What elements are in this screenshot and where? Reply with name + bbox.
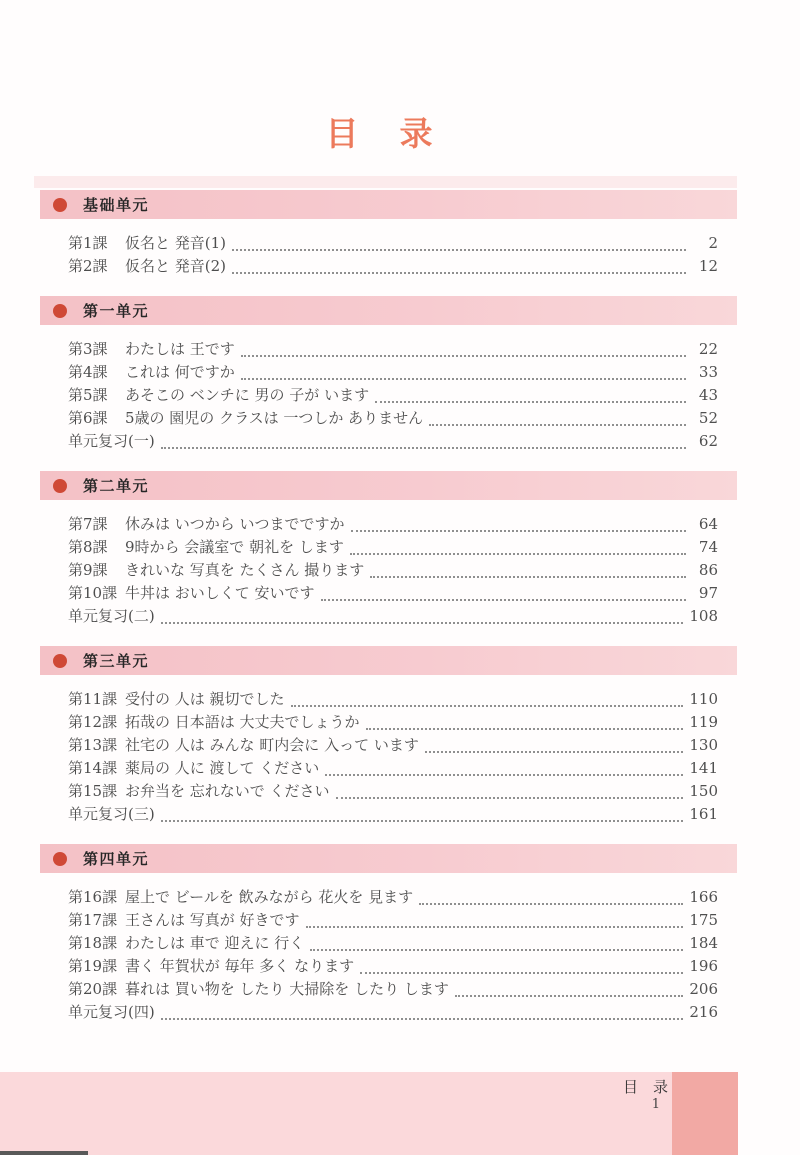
page-number: 33 — [698, 363, 718, 381]
toc-item-review — [68, 605, 718, 628]
dot-leader — [232, 249, 686, 251]
scan-edge-artifact — [0, 1151, 88, 1155]
toc-item — [68, 407, 718, 430]
lesson-title: わたしは 車で 迎えに 行く — [125, 934, 305, 952]
toc-item-review — [68, 1001, 718, 1024]
lesson-number: 第10課 — [68, 584, 118, 602]
page-number: 12 — [698, 257, 718, 275]
toc-item — [68, 734, 718, 757]
lesson-number: 第5課 — [68, 386, 108, 404]
lesson-title: あそこの ベンチに 男の 子が います — [125, 386, 370, 404]
lesson-title: 单元复习(三) — [68, 805, 155, 823]
page-number: 166 — [689, 888, 718, 906]
dot-leader — [161, 820, 684, 822]
page-number: 74 — [698, 538, 718, 556]
section-unit-1 — [0, 296, 800, 453]
lesson-title: 仮名と 発音(2) — [125, 257, 227, 275]
bullet-dot-icon — [53, 479, 67, 493]
section-header-bar — [40, 190, 737, 219]
dot-leader — [161, 447, 686, 449]
lesson-number: 第17課 — [68, 911, 118, 929]
lesson-number: 第8課 — [68, 538, 108, 556]
lesson-title: 社宅の 人は みんな 町内会に 入って います — [125, 736, 419, 754]
lesson-number: 第12課 — [68, 713, 118, 731]
dot-leader — [366, 728, 684, 730]
bullet-dot-icon — [53, 198, 67, 212]
toc-item — [68, 780, 718, 803]
lesson-title: 9時から 会議室で 朝礼を します — [125, 538, 344, 556]
lesson-title: これは 何ですか — [125, 363, 235, 381]
dot-leader — [336, 797, 684, 799]
lesson-number: 第4課 — [68, 363, 108, 381]
toc-item — [68, 361, 718, 384]
page-number: 86 — [698, 561, 718, 579]
lesson-number: 第6課 — [68, 409, 108, 427]
page-number: 62 — [698, 432, 718, 450]
page-number: 52 — [698, 409, 718, 427]
toc-item-review — [68, 803, 718, 826]
lesson-number: 第14課 — [68, 759, 118, 777]
lesson-title: わたしは 王です — [125, 340, 235, 358]
dot-leader — [241, 355, 686, 357]
dot-leader — [310, 949, 683, 951]
lesson-title: きれいな 写真を たくさん 撮ります — [125, 561, 365, 579]
toc-item — [68, 338, 718, 361]
lesson-number: 第16課 — [68, 888, 118, 906]
section-header-bar — [40, 646, 737, 675]
toc-item — [68, 955, 718, 978]
dot-leader — [351, 530, 686, 532]
dot-leader — [321, 599, 686, 601]
toc-item — [68, 536, 718, 559]
lesson-number: 第1課 — [68, 234, 108, 252]
lesson-number: 第11課 — [68, 690, 118, 708]
lesson-title: 王さんは 写真が 好きです — [125, 911, 300, 929]
section-header-strip — [34, 176, 737, 188]
dot-leader — [325, 774, 683, 776]
page-number: 196 — [689, 957, 718, 975]
toc-item — [68, 232, 718, 255]
section-rows — [68, 886, 718, 1024]
lesson-title: 薬局の 人に 渡して ください — [125, 759, 320, 777]
dot-leader — [241, 378, 686, 380]
lesson-title: 暮れは 買い物を したり 大掃除を したり します — [125, 980, 449, 998]
bullet-dot-icon — [53, 304, 67, 318]
lesson-number: 第15課 — [68, 782, 118, 800]
dot-leader — [161, 622, 684, 624]
dot-leader — [455, 995, 684, 997]
toc-item — [68, 757, 718, 780]
section-rows — [68, 232, 718, 278]
toc-item — [68, 711, 718, 734]
page-number: 108 — [689, 607, 718, 625]
lesson-number: 第19課 — [68, 957, 118, 975]
dot-leader — [306, 926, 684, 928]
lesson-title: 单元复习(二) — [68, 607, 155, 625]
section-basic-unit — [0, 176, 800, 278]
section-header-bar — [40, 296, 737, 325]
page-number: 216 — [689, 1003, 718, 1021]
dot-leader — [161, 1018, 684, 1020]
section-heading: 基础单元 — [83, 196, 150, 214]
lesson-title: 受付の 人は 親切でした — [125, 690, 285, 708]
toc-content — [0, 176, 800, 1042]
lesson-title: 牛丼は おいしくて 安いです — [125, 584, 315, 602]
lesson-title: 仮名と 発音(1) — [125, 234, 227, 252]
lesson-number: 第13課 — [68, 736, 118, 754]
toc-item — [68, 886, 718, 909]
dot-leader — [350, 553, 686, 555]
section-unit-3 — [0, 646, 800, 826]
toc-item — [68, 513, 718, 536]
section-heading: 第四单元 — [83, 850, 150, 868]
section-header-bar — [40, 471, 737, 500]
toc-item — [68, 688, 718, 711]
page-number: 161 — [689, 805, 718, 823]
section-heading: 第三单元 — [83, 652, 150, 670]
footer-title: 目 录 — [622, 1078, 668, 1096]
page-footer — [0, 1072, 800, 1155]
lesson-title: お弁当を 忘れないで ください — [125, 782, 330, 800]
lesson-number: 第18課 — [68, 934, 118, 952]
dot-leader — [419, 903, 683, 905]
page-number: 184 — [689, 934, 718, 952]
section-rows — [68, 338, 718, 453]
lesson-title: 单元复习(一) — [68, 432, 155, 450]
page-number: 119 — [689, 713, 718, 731]
toc-item — [68, 932, 718, 955]
page-number: 175 — [689, 911, 718, 929]
page-number: 97 — [698, 584, 718, 602]
dot-leader — [375, 401, 686, 403]
dot-leader — [425, 751, 684, 753]
page-number: 141 — [689, 759, 718, 777]
section-unit-2 — [0, 471, 800, 628]
toc-item — [68, 384, 718, 407]
toc-item-review — [68, 430, 718, 453]
page-number: 22 — [698, 340, 718, 358]
section-unit-4 — [0, 844, 800, 1024]
lesson-title: 屋上で ビールを 飲みながら 花火を 見ます — [125, 888, 414, 906]
footer-edge-band — [672, 1072, 738, 1155]
lesson-number: 第20課 — [68, 980, 118, 998]
lesson-number: 第3課 — [68, 340, 108, 358]
lesson-title: 拓哉の 日本語は 大丈夫でしょうか — [125, 713, 360, 731]
dot-leader — [291, 705, 684, 707]
page-number: 206 — [689, 980, 718, 998]
lesson-title: 5歳の 園児の クラスは 一つしか ありません — [125, 409, 424, 427]
toc-item — [68, 582, 718, 605]
toc-item — [68, 559, 718, 582]
lesson-number: 第2課 — [68, 257, 108, 275]
page-number: 110 — [689, 690, 718, 708]
page-number: 2 — [708, 234, 718, 252]
page-number: 150 — [689, 782, 718, 800]
page-number: 130 — [689, 736, 718, 754]
toc-item — [68, 909, 718, 932]
lesson-title: 单元复习(四) — [68, 1003, 155, 1021]
footer-page-number: 1 — [651, 1097, 660, 1112]
page-number: 43 — [698, 386, 718, 404]
dot-leader — [360, 972, 683, 974]
dot-leader — [429, 424, 686, 426]
toc-item — [68, 255, 718, 278]
lesson-title: 書く 年賀状が 毎年 多く なります — [125, 957, 355, 975]
toc-item — [68, 978, 718, 1001]
section-rows — [68, 513, 718, 628]
section-rows — [68, 688, 718, 826]
lesson-number: 第9課 — [68, 561, 108, 579]
lesson-number: 第7課 — [68, 515, 108, 533]
section-header-bar — [40, 844, 737, 873]
bullet-dot-icon — [53, 654, 67, 668]
page-number: 64 — [698, 515, 718, 533]
dot-leader — [232, 272, 686, 274]
bullet-dot-icon — [53, 852, 67, 866]
lesson-title: 休みは いつから いつまでですか — [125, 515, 345, 533]
dot-leader — [370, 576, 686, 578]
section-heading: 第一单元 — [83, 302, 150, 320]
page-title: 目 录 — [325, 114, 437, 153]
section-heading: 第二单元 — [83, 477, 150, 495]
